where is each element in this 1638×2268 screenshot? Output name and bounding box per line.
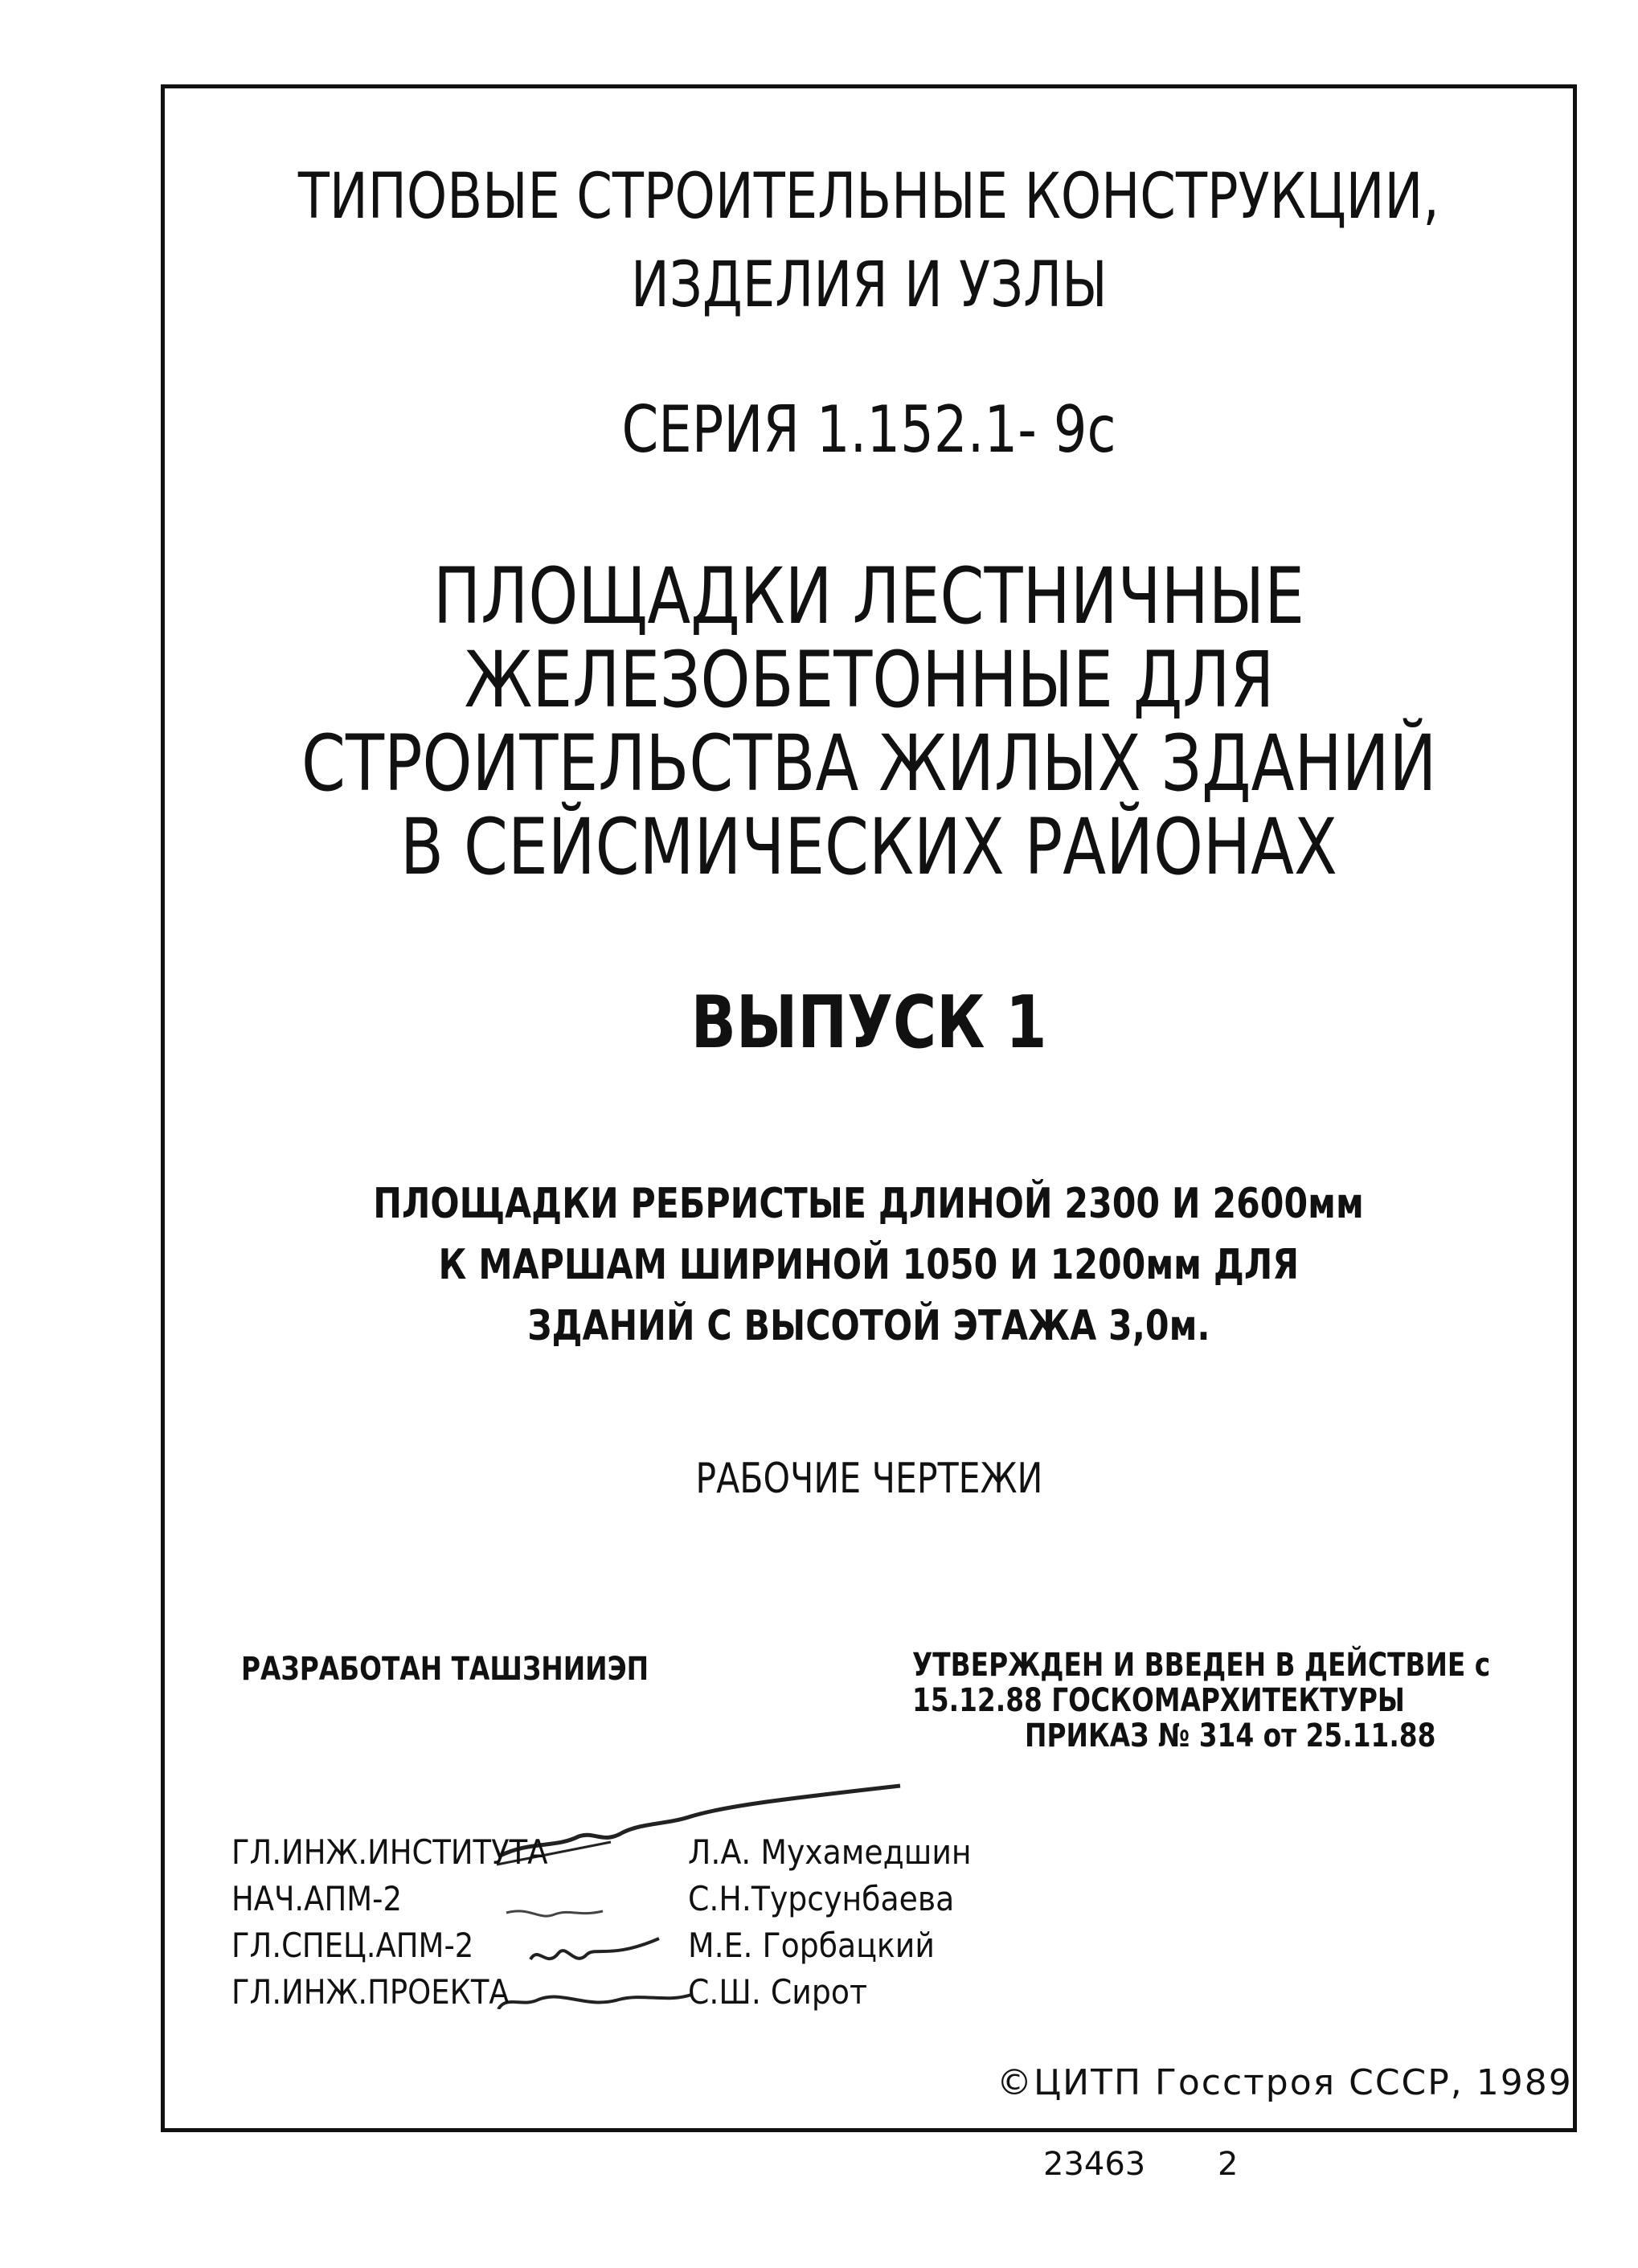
issue-number: ВЫПУСК 1 [690, 980, 1047, 1065]
inventory-number: 23463 [1043, 2146, 1146, 2183]
staff-name: С.Н.Турсунбаева [688, 1879, 955, 1918]
approval-block [912, 1648, 1617, 1754]
copyright: ©ЦИТП Госстроя СССР, 1989 [997, 2062, 1573, 2103]
staff-row [231, 1926, 935, 1965]
staff-name: М.Е. Горбацкий [688, 1926, 935, 1965]
subtitle-block [161, 1173, 1577, 1357]
title-line-1: ПЛОЩАДКИ ЛЕСТНИЧНЫЕ [432, 551, 1305, 641]
working-drawings-block [161, 1455, 1577, 1503]
staff-role: НАЧ.АПМ-2 [231, 1879, 402, 1918]
developed-by: РАЗРАБОТАН ТАШЗНИИЭП [241, 1651, 649, 1688]
signature-3 [530, 1938, 659, 1959]
title-line-4: В СЕЙСМИЧЕСКИХ РАЙОНАХ [400, 802, 1337, 892]
title-line-3: СТРОИТЕЛЬСТВА ЖИЛЫХ ЗДАНИЙ [301, 718, 1437, 809]
staff-role: ГЛ.ИНЖ.ИНСТИТУТА [231, 1832, 548, 1872]
header-block [161, 153, 1577, 330]
subtitle-line-1: ПЛОЩАДКИ РЕБРИСТЫЕ ДЛИНОЙ 2300 И 2600мм [373, 1180, 1365, 1228]
header-line-1: ТИПОВЫЕ СТРОИТЕЛЬНЫЕ КОНСТРУКЦИИ, [298, 161, 1439, 233]
staff-name: Л.А. Мухамедшин [688, 1832, 972, 1872]
series-number: СЕРИЯ 1.152.1- 9с [621, 392, 1116, 467]
approval-line-1: УТВЕРЖДЕН И ВВЕДЕН В ДЕЙСТВИЕ с [912, 1647, 1491, 1684]
document-title [161, 551, 1577, 892]
page-number: 2 [1218, 2146, 1239, 2183]
staff-role: ГЛ.ИНЖ.ПРОЕКТА [231, 1972, 510, 2012]
subtitle-line-3: ЗДАНИЙ С ВЫСОТОЙ ЭТАЖА 3,0м. [527, 1302, 1210, 1350]
staff-row [231, 1879, 955, 1918]
issue-block [161, 980, 1577, 1065]
signature-2 [506, 1911, 603, 1916]
approval-line-3: ПРИКАЗ № 314 от 25.11.88 [1025, 1717, 1436, 1754]
staff-row [231, 1832, 972, 1872]
approval-line-2: 15.12.88 ГОСКОМАРХИТЕКТУРЫ [912, 1682, 1405, 1719]
header-line-2: ИЗДЕЛИЯ И УЗЛЫ [630, 249, 1108, 321]
staff-name: С.Ш. Сирот [688, 1972, 867, 2012]
staff-role: ГЛ.СПЕЦ.АПМ-2 [231, 1926, 474, 1965]
series-block [161, 392, 1577, 467]
subtitle-line-2: К МАРШАМ ШИРИНОЙ 1050 И 1200мм ДЛЯ [438, 1241, 1300, 1289]
working-drawings-label: РАБОЧИЕ ЧЕРТЕЖИ [694, 1455, 1043, 1503]
staff-row [231, 1972, 867, 2012]
title-line-2: ЖЕЛЕЗОБЕТОННЫЕ ДЛЯ [464, 635, 1274, 725]
